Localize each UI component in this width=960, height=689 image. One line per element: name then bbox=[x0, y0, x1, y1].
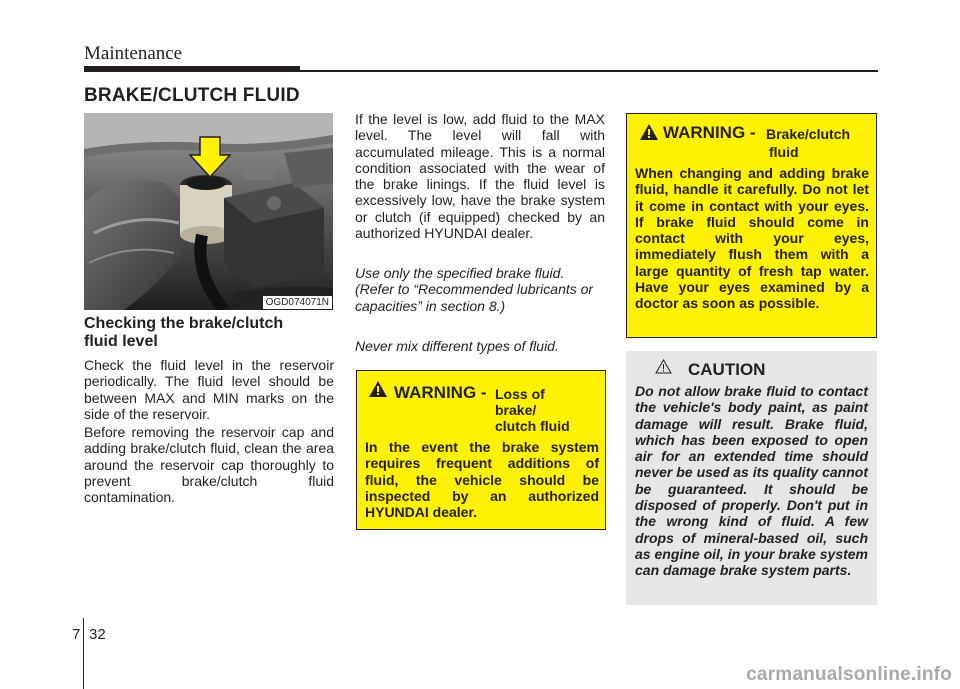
warning-subject-line: brake/ bbox=[495, 402, 537, 418]
footer-rule bbox=[83, 618, 84, 689]
warning-subject-line: clutch fluid bbox=[495, 418, 570, 434]
warning-body: In the event the brake system requires frequent additions of fluid, the vehicle should be inspected by an authorized HYUNDAI dealer. bbox=[365, 439, 599, 521]
warning-title bbox=[663, 123, 756, 143]
section-title: Maintenance bbox=[84, 43, 183, 64]
body-paragraph: Before removing the reservoir cap and adding brake/clutch fluid, clean the area around the reservoir cap thoroughly to prevent brake/clutch fluid contamination. bbox=[84, 424, 334, 506]
warning-triangle-icon bbox=[369, 381, 387, 397]
arrow-down-icon bbox=[188, 135, 232, 179]
caution-box bbox=[626, 351, 877, 605]
photo-code: OGD074071N bbox=[263, 296, 332, 309]
engine-bay-photo bbox=[84, 113, 333, 310]
watermark: carmanualsonline.info bbox=[746, 664, 952, 685]
chapter-number: 7 bbox=[72, 626, 81, 643]
page-title: BRAKE/CLUTCH FLUID bbox=[84, 85, 300, 106]
warning-subject bbox=[766, 126, 850, 142]
header-rule bbox=[84, 66, 300, 72]
warning-label: WARNING - bbox=[663, 123, 756, 142]
warning-label: WARNING - bbox=[394, 383, 487, 402]
caution-title: CAUTION bbox=[688, 360, 766, 379]
caution-body: Do not allow brake fluid to contact the vehicle's body paint, as paint damage will result. Brake fluid, which has been exposed to open air for an extended time should never be used as its quality cannot be guaranteed. It should be disposed of properly. Don't put in the wrong kind of fluid. A few drops of mineral-based oil, such as engine oil, in your brake system can damage brake system parts. bbox=[635, 383, 868, 579]
warning-subject-line: Loss of bbox=[495, 386, 545, 402]
page-number: 32 bbox=[89, 626, 106, 643]
warning-body: When changing and adding brake fluid, handle it carefully. Do not let it come in contact with your eyes. If brake fluid should come in contact with your eyes, immediately flush them with a large quantity of fresh tap water. Have your eyes examined by a doctor as soon as possible. bbox=[635, 165, 869, 312]
body-paragraph-italic: Never mix different types of fluid. bbox=[355, 338, 559, 354]
warning-subject-line: fluid bbox=[769, 144, 799, 160]
warning-subject bbox=[769, 144, 799, 160]
warning-title bbox=[394, 383, 487, 403]
warning-subject bbox=[495, 386, 570, 434]
subheading bbox=[84, 315, 334, 351]
warning-triangle-icon bbox=[640, 124, 658, 140]
warning-subject-line: Brake/clutch bbox=[766, 126, 851, 142]
warning-box-loss-of-fluid bbox=[356, 370, 606, 530]
subheading-line: Checking the brake/clutch bbox=[84, 315, 284, 332]
caution-triangle-icon bbox=[655, 359, 672, 374]
body-paragraph-italic: Use only the specified brake fluid. (Refer to “Recommended lubricants or capacities” in section 8.) bbox=[355, 265, 594, 314]
subheading-line: fluid level bbox=[84, 333, 158, 350]
body-paragraph: If the level is low, add fluid to the MAX level. The level will fall with accumulated mileage. This is a normal condition associated with the wear of the brake linings. If the fluid level is excessively low, have the brake system or clutch (if equipped) checked by an authorized HYUNDAI dealer. bbox=[355, 111, 605, 242]
header-rule-thin bbox=[300, 70, 878, 72]
warning-box-brake-fluid bbox=[626, 113, 877, 338]
body-paragraph: Check the fluid level in the reservoir periodically. The fluid level should be between MAX and MIN marks on the side of the reservoir. bbox=[84, 357, 334, 422]
